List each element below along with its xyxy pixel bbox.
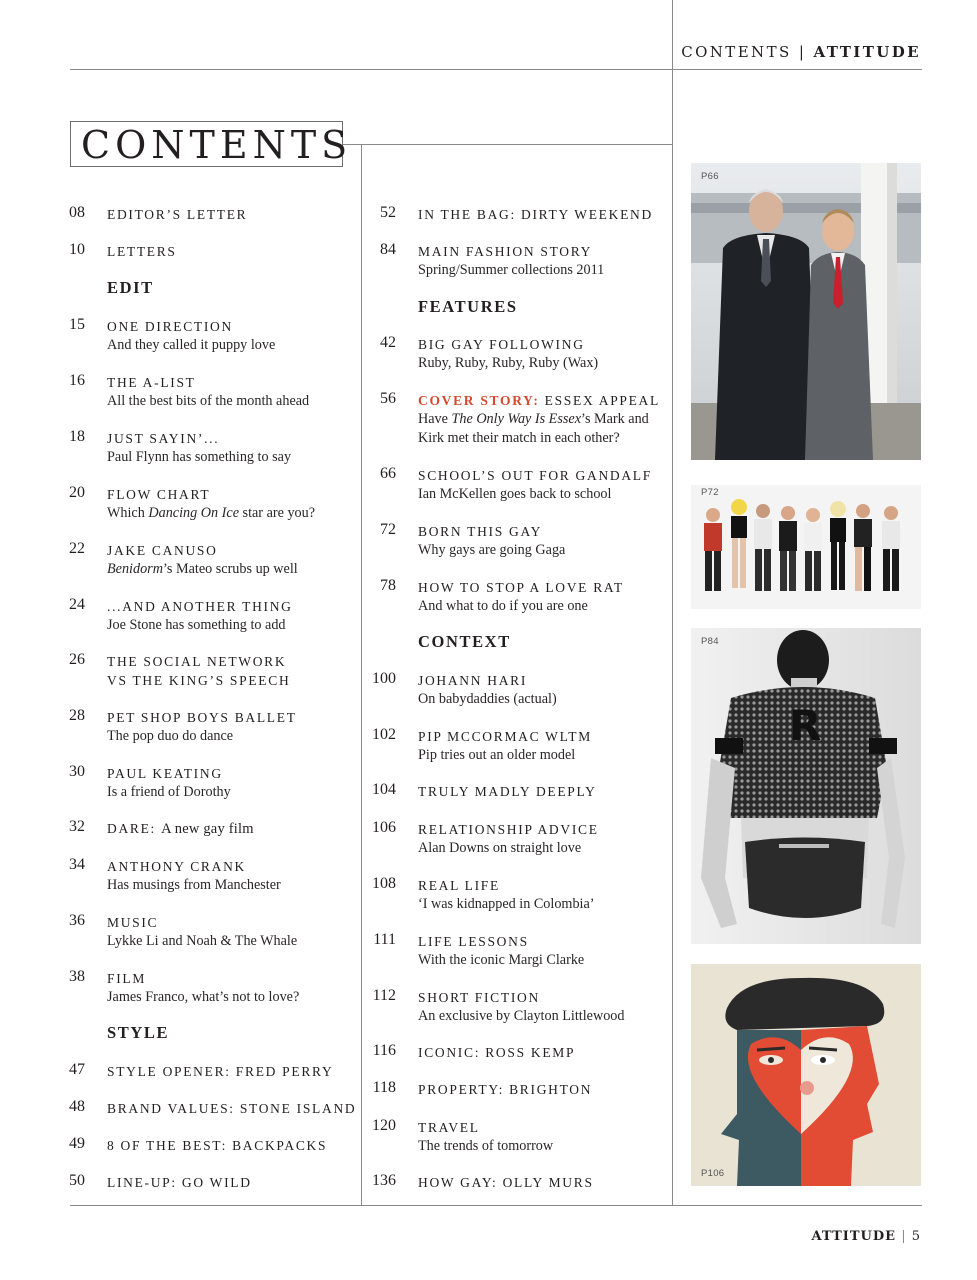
page-number: 38 [69,968,85,985]
page-number: 26 [69,651,85,668]
entry-title: PAUL KEATING [107,766,223,781]
page-number: 22 [69,540,85,557]
entry-description: The trends of tomorrow [418,1138,554,1154]
entry-title: LINE-UP: GO WILD [107,1175,252,1190]
page-number: 84 [380,241,396,258]
toc-entry[interactable] [372,726,592,765]
footer-rule [70,1205,922,1206]
entry-description-text: ’s Mateo scrubs up well [162,561,298,577]
section-heading-context: CONTEXT [418,632,511,651]
toc-entry[interactable] [380,521,566,560]
page-number: 36 [69,912,85,929]
entry-description [107,560,298,579]
entry-title-text: ESSEX APPEAL [539,393,660,408]
page-number: 136 [372,1172,396,1189]
page-number: 10 [69,241,85,258]
page-number: 48 [69,1098,85,1115]
page-number: 106 [372,819,396,836]
toc-entry[interactable] [380,334,599,373]
entry-description: Paul Flynn has something to say [107,449,292,465]
page-number: 78 [380,577,396,594]
page-title-box [70,121,353,167]
page-number: 32 [69,818,85,835]
entry-title: BRAND VALUES: STONE ISLAND [107,1101,357,1116]
entry-title: FILM [107,971,147,986]
toc-entry[interactable] [69,316,276,355]
toc-entry[interactable] [69,1098,357,1118]
entry-title: JAKE CANUSO [107,543,218,558]
entry-title: REAL LIFE [418,878,500,893]
toc-entry[interactable] [69,1135,328,1155]
toc-entry[interactable] [373,931,585,970]
toc-entry-cover-story[interactable] [380,390,660,448]
photo-p84-fashion[interactable] [691,628,921,944]
toc-entry[interactable] [69,484,316,523]
entry-title: ICONIC: ROSS KEMP [418,1045,576,1060]
entry-description-italic: Benidorm [107,561,163,577]
page-number-footer: 5 [911,1229,921,1244]
entry-title: JOHANN HARI [418,673,528,688]
running-header [681,43,921,61]
toc-entry[interactable] [69,856,281,895]
running-header-magazine: ATTITUDE [813,43,921,61]
photo-p66-label: P66 [701,171,719,182]
photo-p106-illustration[interactable] [691,964,921,1186]
entry-description-text: Which [107,505,149,521]
entry-description-line-2: Kirk met their match in each other? [418,430,620,446]
page-number: 102 [372,726,396,743]
toc-entry[interactable] [69,651,291,690]
toc-entry[interactable] [372,819,599,858]
entry-title: LETTERS [107,244,177,259]
toc-entry[interactable] [372,875,595,914]
page-number: 56 [380,390,396,407]
photo-p72-illustration [691,485,921,609]
entry-description: Spring/Summer collections 2011 [418,262,605,278]
page-number: 108 [372,875,396,892]
entry-title: HOW GAY: OLLY MURS [418,1175,594,1190]
page-number: 34 [69,856,85,873]
entry-title: PET SHOP BOYS BALLET [107,710,297,725]
toc-entry[interactable] [69,540,298,579]
toc-entry[interactable] [69,241,177,261]
entry-title: PIP MCCORMAC WLTM [418,729,592,744]
entry-title-text: DARE: [107,821,156,836]
page-number: 42 [380,334,396,351]
entry-description: And what to do if you are one [418,598,588,614]
page-number: 116 [372,1042,396,1059]
toc-entry[interactable] [69,372,310,411]
page-number: 120 [372,1117,396,1134]
entry-description: Is a friend of Dorothy [107,784,231,800]
toc-entry[interactable] [69,428,292,467]
entry-description: An exclusive by Clayton Littlewood [418,1008,625,1024]
toc-entry[interactable] [69,968,300,1007]
footer-separator: | [901,1229,907,1244]
entry-title: BORN THIS GAY [418,524,543,539]
entry-description: All the best bits of the month ahead [107,393,310,409]
photo-p72-born-this-gay[interactable] [691,485,921,609]
toc-entry[interactable] [372,1172,594,1192]
footer-magazine: ATTITUDE [811,1229,897,1244]
entry-title: SHORT FICTION [418,990,540,1005]
entry-description: Joe Stone has something to add [107,617,286,633]
page-number: 112 [372,987,396,1004]
toc-entry[interactable] [372,1042,576,1062]
page-number: 118 [372,1079,396,1096]
toc-entry[interactable] [372,670,557,709]
entry-title: IN THE BAG: DIRTY WEEKEND [418,207,653,222]
page-number: 20 [69,484,85,501]
entry-description: Ian McKellen goes back to school [418,486,612,502]
toc-entry[interactable] [372,781,597,801]
page-footer [812,1229,922,1244]
entry-description: And they called it puppy love [107,337,276,353]
cover-story-label: COVER STORY: [418,393,540,408]
entry-description: Why gays are going Gaga [418,542,566,558]
page-number: 08 [69,204,85,221]
entry-title: THE A-LIST [107,375,196,390]
entry-description: Has musings from Manchester [107,877,281,893]
photo-p66-gandalf[interactable] [691,163,921,460]
entry-description: ‘I was kidnapped in Colombia’ [418,896,595,912]
page-number: 24 [69,596,85,613]
toc-entry[interactable] [69,596,293,635]
entry-title: ANTHONY CRANK [107,859,246,874]
entry-title [418,392,660,410]
entry-title: STYLE OPENER: FRED PERRY [107,1064,334,1079]
entry-description [418,410,660,429]
entry-title: THE SOCIAL NETWORK [107,654,287,669]
page-number: 66 [380,465,396,482]
page-number: 15 [69,316,85,333]
entry-description-text: star are you? [239,505,316,521]
entry-description-text: Have [418,411,452,427]
header-rule [70,69,922,70]
entry-description: Alan Downs on straight love [418,840,582,856]
page-number: 72 [380,521,396,538]
entry-title: TRAVEL [418,1120,480,1135]
page-number: 111 [373,931,396,948]
entry-title: JUST SAYIN’... [107,431,220,446]
toc-entry[interactable] [69,1172,252,1192]
entry-description: Lykke Li and Noah & The Whale [107,933,298,949]
page-number: 16 [69,372,85,389]
entry-title: ONE DIRECTION [107,319,233,334]
toc-entry[interactable] [69,763,231,802]
page-title: CONTENTS [81,123,353,167]
section-heading-features: FEATURES [418,297,518,316]
page-number: 18 [69,428,85,445]
page-number: 104 [372,781,396,798]
toc-entry[interactable] [380,577,624,616]
page-number: 100 [372,670,396,687]
toc-entry[interactable] [380,241,605,280]
toc-entry[interactable] [69,204,248,224]
entry-title [107,820,254,838]
running-header-separator: | [798,43,807,61]
toc-entry[interactable] [380,465,652,504]
entry-title: ...AND ANOTHER THING [107,599,293,614]
entry-description: With the iconic Margi Clarke [418,952,585,968]
photo-p106-label: P106 [701,1168,725,1179]
entry-title: MAIN FASHION STORY [418,244,593,259]
toc-entry[interactable] [69,818,254,838]
entry-title: BIG GAY FOLLOWING [418,337,585,352]
toc-entry[interactable] [372,987,625,1026]
entry-description: The pop duo do dance [107,728,234,744]
entry-title-tail: A new gay film [161,821,254,837]
toc-entry[interactable] [372,1117,554,1156]
page-number: 52 [380,204,396,221]
entry-title: HOW TO STOP A LOVE RAT [418,580,624,595]
toc-entry[interactable] [69,707,297,746]
entry-title: TRULY MADLY DEEPLY [418,784,597,799]
entry-description: Pip tries out an older model [418,747,576,763]
photo-p84-illustration [691,628,921,944]
entry-title-line-2: VS THE KING’S SPEECH [107,673,291,688]
page-number: 50 [69,1172,85,1189]
toc-entry[interactable] [69,912,298,951]
entry-description: Ruby, Ruby, Ruby, Ruby (Wax) [418,355,599,371]
entry-description-text: ’s Mark and [581,411,649,427]
page-number: 49 [69,1135,85,1152]
toc-entry[interactable] [380,204,653,224]
section-heading-style: STYLE [107,1023,170,1042]
entry-description: On babydaddies (actual) [418,691,557,707]
entry-description [107,504,315,523]
entry-description-italic: The Only Way Is Essex [451,411,581,427]
entry-title: 8 OF THE BEST: BACKPACKS [107,1138,328,1153]
entry-description-italic: Dancing On Ice [148,505,239,521]
entry-title: EDITOR’S LETTER [107,207,248,222]
entry-title: RELATIONSHIP ADVICE [418,822,599,837]
page-number: 47 [69,1061,85,1078]
title-rule [343,144,672,145]
toc-entry[interactable] [69,1061,334,1081]
page-number: 30 [69,763,85,780]
entry-title: PROPERTY: BRIGHTON [418,1082,593,1097]
vertical-rule-right [672,0,673,1205]
photo-p72-label: P72 [701,487,719,498]
photo-p66-illustration [691,163,921,460]
entry-title: FLOW CHART [107,487,211,502]
photo-p84-label: P84 [701,636,719,647]
entry-title: SCHOOL’S OUT FOR GANDALF [418,468,652,483]
svg-text:R: R [789,701,822,750]
running-header-section: CONTENTS [681,43,792,61]
entry-title: MUSIC [107,915,159,930]
section-heading-edit: EDIT [107,278,154,297]
toc-entry[interactable] [372,1079,593,1099]
page-number: 28 [69,707,85,724]
illustration-two-faces [691,964,921,1186]
entry-title: LIFE LESSONS [418,934,529,949]
entry-description: James Franco, what’s not to love? [107,989,300,1005]
